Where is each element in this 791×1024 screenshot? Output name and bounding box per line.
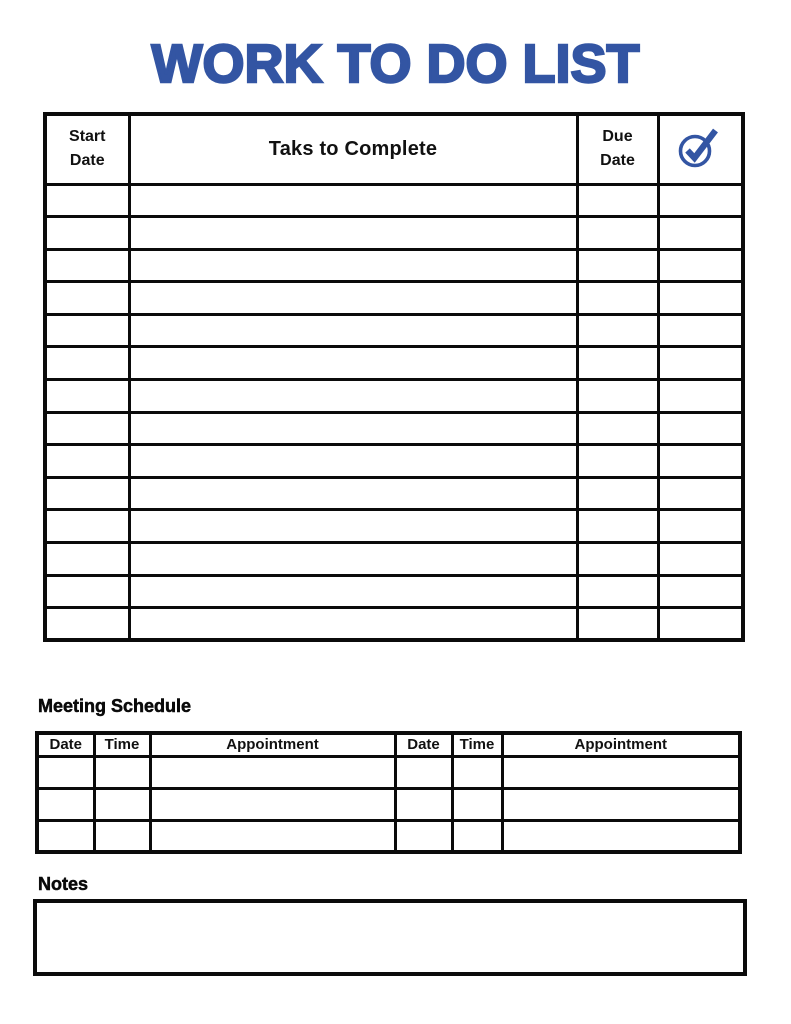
due-date-cell[interactable] — [577, 543, 658, 576]
tasks-header: Taks to Complete — [129, 114, 577, 184]
checkmark-circle-icon — [676, 125, 724, 169]
done-cell[interactable] — [658, 249, 743, 282]
done-header — [658, 114, 743, 184]
meeting-time-header: Time — [94, 733, 150, 756]
meeting-appointment2-header: Appointment — [502, 733, 740, 756]
start-date-cell[interactable] — [45, 477, 129, 510]
start-date-cell[interactable] — [45, 412, 129, 445]
todo-row — [45, 217, 743, 250]
todo-row — [45, 249, 743, 282]
meeting-schedule-table — [35, 731, 742, 854]
done-cell[interactable] — [658, 184, 743, 217]
start-date-cell[interactable] — [45, 347, 129, 380]
date-cell[interactable] — [37, 788, 94, 820]
due-date-cell[interactable] — [577, 510, 658, 543]
todo-row — [45, 282, 743, 315]
start-date-cell[interactable] — [45, 510, 129, 543]
time-cell[interactable] — [94, 756, 150, 788]
notes-input-box[interactable] — [33, 899, 747, 976]
start-date-header-label: Start Date — [69, 128, 106, 170]
task-cell[interactable] — [129, 608, 577, 641]
meeting-row — [37, 756, 740, 788]
start-date-cell[interactable] — [45, 445, 129, 478]
done-cell[interactable] — [658, 543, 743, 576]
done-cell[interactable] — [658, 282, 743, 315]
todo-row — [45, 575, 743, 608]
meeting-date2-header: Date — [395, 733, 452, 756]
due-date-cell[interactable] — [577, 412, 658, 445]
todo-row — [45, 184, 743, 217]
date-cell[interactable] — [37, 820, 94, 852]
date2-cell[interactable] — [395, 820, 452, 852]
start-date-cell[interactable] — [45, 249, 129, 282]
task-cell[interactable] — [129, 249, 577, 282]
notes-heading: Notes — [38, 874, 89, 894]
start-date-cell[interactable] — [45, 282, 129, 315]
task-cell[interactable] — [129, 510, 577, 543]
todo-table-body — [45, 184, 743, 640]
todo-row — [45, 543, 743, 576]
task-cell[interactable] — [129, 575, 577, 608]
done-cell[interactable] — [658, 575, 743, 608]
due-date-cell[interactable] — [577, 477, 658, 510]
task-cell[interactable] — [129, 314, 577, 347]
due-date-cell[interactable] — [577, 217, 658, 250]
task-cell[interactable] — [129, 217, 577, 250]
todo-row — [45, 510, 743, 543]
task-cell[interactable] — [129, 282, 577, 315]
todo-row — [45, 380, 743, 413]
todo-header-row — [45, 114, 743, 184]
start-date-cell[interactable] — [45, 380, 129, 413]
due-date-cell[interactable] — [577, 314, 658, 347]
appointment2-cell[interactable] — [502, 756, 740, 788]
todo-row — [45, 608, 743, 641]
appointment2-cell[interactable] — [502, 820, 740, 852]
meeting-appointment-header: Appointment — [150, 733, 395, 756]
due-date-header-label: Due Date — [600, 128, 635, 170]
meeting-table-body — [37, 756, 740, 852]
appointment-cell[interactable] — [150, 756, 395, 788]
time2-cell[interactable] — [452, 756, 502, 788]
meeting-row — [37, 820, 740, 852]
task-cell[interactable] — [129, 347, 577, 380]
done-cell[interactable] — [658, 477, 743, 510]
meeting-time2-header: Time — [452, 733, 502, 756]
due-date-header — [577, 114, 658, 184]
done-cell[interactable] — [658, 380, 743, 413]
due-date-cell[interactable] — [577, 347, 658, 380]
meeting-date-header: Date — [37, 733, 94, 756]
date-cell[interactable] — [37, 756, 94, 788]
start-date-cell[interactable] — [45, 575, 129, 608]
meeting-row — [37, 788, 740, 820]
task-cell[interactable] — [129, 412, 577, 445]
appointment-cell[interactable] — [150, 788, 395, 820]
task-cell[interactable] — [129, 543, 577, 576]
meeting-header-row — [37, 733, 740, 756]
task-cell[interactable] — [129, 477, 577, 510]
done-cell[interactable] — [658, 314, 743, 347]
due-date-cell[interactable] — [577, 575, 658, 608]
done-cell[interactable] — [658, 608, 743, 641]
date2-cell[interactable] — [395, 756, 452, 788]
time-cell[interactable] — [94, 788, 150, 820]
appointment2-cell[interactable] — [502, 788, 740, 820]
todo-row — [45, 445, 743, 478]
start-date-cell[interactable] — [45, 217, 129, 250]
due-date-cell[interactable] — [577, 249, 658, 282]
task-cell[interactable] — [129, 184, 577, 217]
todo-row — [45, 412, 743, 445]
due-date-cell[interactable] — [577, 445, 658, 478]
start-date-header — [45, 114, 129, 184]
start-date-cell[interactable] — [45, 608, 129, 641]
due-date-cell[interactable] — [577, 380, 658, 413]
done-cell[interactable] — [658, 510, 743, 543]
done-cell[interactable] — [658, 347, 743, 380]
start-date-cell[interactable] — [45, 543, 129, 576]
start-date-cell[interactable] — [45, 184, 129, 217]
done-cell[interactable] — [658, 445, 743, 478]
meeting-schedule-heading: Meeting Schedule — [38, 696, 192, 716]
task-cell[interactable] — [129, 445, 577, 478]
todo-row — [45, 347, 743, 380]
done-cell[interactable] — [658, 217, 743, 250]
due-date-cell[interactable] — [577, 608, 658, 641]
todo-row — [45, 314, 743, 347]
due-date-cell[interactable] — [577, 282, 658, 315]
due-date-cell[interactable] — [577, 184, 658, 217]
task-cell[interactable] — [129, 380, 577, 413]
time2-cell[interactable] — [452, 820, 502, 852]
date2-cell[interactable] — [395, 788, 452, 820]
page-title: WORK TO DO LIST — [151, 34, 640, 94]
todo-table — [43, 112, 745, 642]
time-cell[interactable] — [94, 820, 150, 852]
time2-cell[interactable] — [452, 788, 502, 820]
todo-row — [45, 477, 743, 510]
done-cell[interactable] — [658, 412, 743, 445]
appointment-cell[interactable] — [150, 820, 395, 852]
start-date-cell[interactable] — [45, 314, 129, 347]
